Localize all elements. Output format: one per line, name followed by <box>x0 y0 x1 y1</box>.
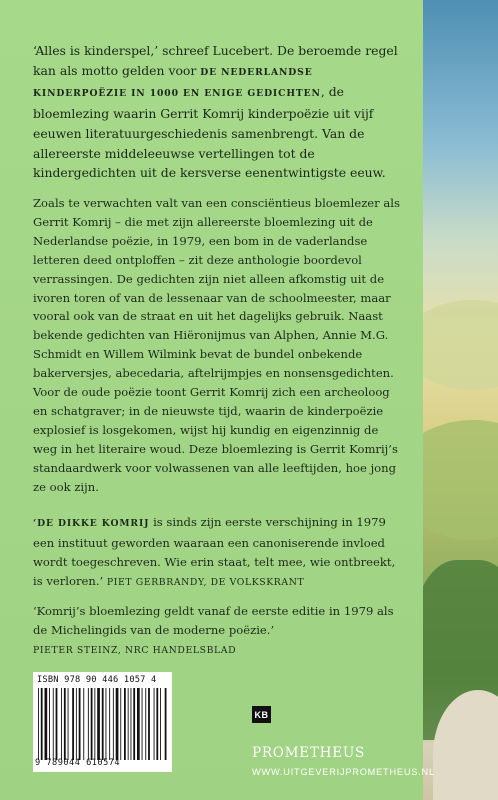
barcode-bar <box>109 688 110 760</box>
barcode-bar <box>148 688 150 760</box>
review-quote-1 <box>33 513 405 593</box>
barcode-bar <box>76 688 77 760</box>
quote-1-attribution: PIET GERBRANDY, DE VOLKSKRANT <box>106 576 305 588</box>
barcode-bar <box>41 688 43 760</box>
barcode-bar <box>79 688 81 760</box>
lead-paragraph <box>33 41 405 183</box>
barcode-bar <box>113 688 114 760</box>
barcode-bar <box>145 688 146 760</box>
quote-1-text: is sinds zijn eerste verschijning in 1979 een instituut geworden waaraan een canoniserende invloed wordt toegeschreven. Wie erin staat, telt mee, wie ontbreekt, is verloren.’ <box>33 515 396 588</box>
quote-2-attribution: PIETER STEINZ, NRC HANDELSBLAD <box>33 644 237 656</box>
barcode-bar <box>128 688 129 760</box>
barcode-bar <box>106 688 107 760</box>
book-title-smallcaps: DE NEDERLANDSE KINDERPOËZIE IN 1000 EN ENIGE GEDICHTEN <box>33 66 321 100</box>
lead-text-pre: ‘Alles is kinderspel,’ schreef Lucebert. De beroemde regel kan als motto gelden voor <box>33 43 398 78</box>
barcode-bar <box>160 688 161 760</box>
barcode-bar <box>116 688 119 760</box>
publisher-logo: PROMETHEUS <box>252 745 365 761</box>
publisher-badge: KB <box>252 706 271 723</box>
barcode-bar <box>56 688 58 760</box>
barcode-bar <box>61 688 62 760</box>
review-quote-2 <box>33 602 405 661</box>
barcode-bar <box>68 688 69 760</box>
illustration-hill <box>423 300 498 390</box>
barcode-digits: 9 789044 610574 <box>35 758 121 768</box>
barcode-bar <box>94 688 95 760</box>
barcode-bar <box>120 688 121 760</box>
barcode-bar <box>102 688 104 760</box>
barcode-bar <box>91 688 93 760</box>
barcode-bar <box>64 688 66 760</box>
barcode-bar <box>156 688 158 760</box>
barcode-bar <box>49 688 50 760</box>
isbn-text: ISBN 978 90 446 1057 4 <box>37 675 157 685</box>
barcode-bar <box>165 688 167 760</box>
lead-text-post: , de bloemlezing waarin Gerrit Komrij kinderpoëzie uit vijf eeuwen literatuurgeschiedenis samenbrengt. Van de allereerste middeleeuwse vertellingen tot de kindergedichten uit de kersverse eenentwintigste eeuw. <box>33 84 386 181</box>
barcode-bar <box>137 688 140 760</box>
cover-illustration-strip <box>423 0 498 800</box>
barcode-bar <box>131 688 132 760</box>
barcode-bar <box>124 688 126 760</box>
barcode-bar <box>45 688 48 760</box>
illustration-hill <box>423 420 498 540</box>
isbn-barcode <box>33 672 172 772</box>
barcode-bar <box>72 688 74 760</box>
quote-1-lead-smallcaps: ‘DE DIKKE KOMRIJ <box>33 518 150 529</box>
barcode-bar <box>154 688 155 760</box>
barcode-bar <box>142 688 143 760</box>
barcode-bar <box>97 688 100 760</box>
barcode-bar <box>38 688 39 760</box>
description-paragraph: Zoals te verwachten valt van een consciëntieus bloemlezer als Gerrit Komrij – die met zijn allereerste bloemlezing uit de Nederlandse poëzie, in 1979, een bom in de vaderlandse letteren deed ontploffen – zit deze anthologie boordevol verrassingen. De gedichten zijn niet alleen afkomstig uit de ivoren toren of van de lessenaar van de schoolmeester, maar vooral ook van de straat en uit het dagelijks gebruik. Naast bekende gedichten van Hiëronijmus van Alphen, Annie M.G. Schmidt en Willem Wilmink bevat de bundel onbekende bakerversjes, abecedaria, aftelrijmpjes en nonsensgedichten. Voor de oude poëzie toont Gerrit Komrij zich een archeoloog en schatgraver; in de nieuwste tijd, waarin de kinderpoëzie explosief is losgekomen, wijst hij kundig en eigenzinnig de weg in het literaire woud. Deze bloemlezing is Gerrit Komrij’s standaardwerk voor volwassenen van alle leeftijden, hoe jong ze ook zijn. <box>33 196 400 494</box>
barcode-bar <box>83 688 84 760</box>
publisher-url[interactable]: WWW.UITGEVERIJPROMETHEUS.NL <box>252 767 435 777</box>
barcode-bar <box>133 688 135 760</box>
barcode-bars <box>37 688 168 760</box>
barcode-bar <box>88 688 89 760</box>
barcode-bar <box>53 688 54 760</box>
quote-2-text: ‘Komrij’s bloemlezing geldt vanaf de eerste editie in 1979 als de Michelingids van de moderne poëzie.’ <box>33 604 394 637</box>
